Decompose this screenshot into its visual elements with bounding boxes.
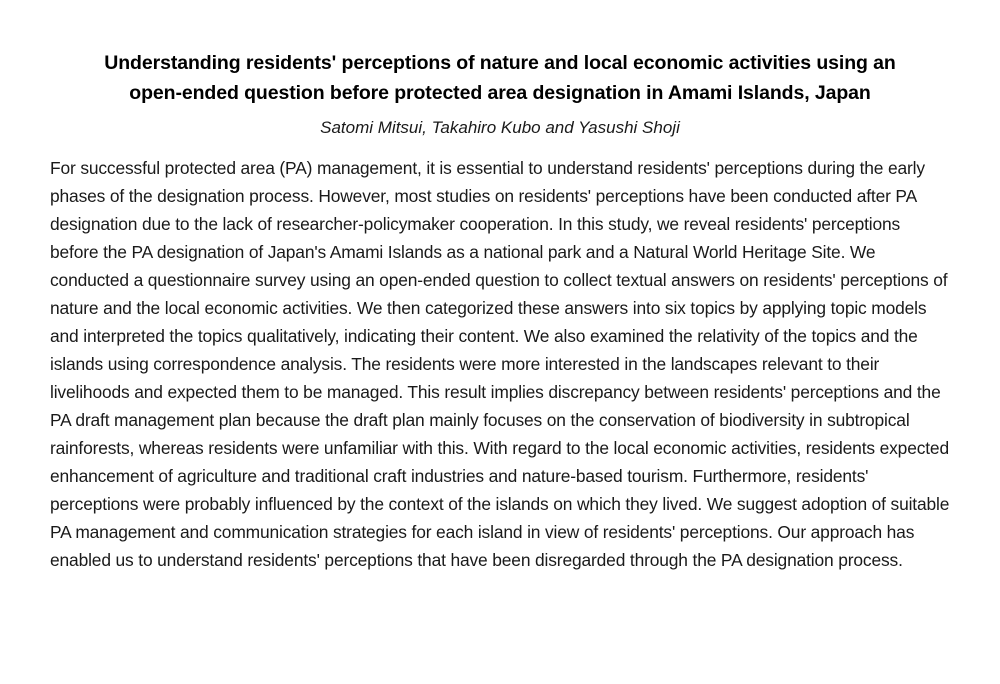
paper-authors: Satomi Mitsui, Takahiro Kubo and Yasushi Shoji bbox=[320, 118, 680, 137]
paper-title-line-2: open-ended question before protected area designation in Amami Islands, Japan bbox=[129, 82, 871, 104]
paper-abstract: For successful protected area (PA) management, it is essential to understand residents' perceptions during the early phases of the designation process. However, most studies on residents' perceptions have been conducted after PA designation due to the lack of researcher-policymaker cooperation. In this study, we reveal residents' perceptions before the PA designation of Japan's Amami Islands as a national park and a Natural World Heritage Site. We conducted a questionnaire survey using an open-ended question to collect textual answers on residents' perceptions of nature and the local economic activities. We then categorized these answers into six topics by applying topic models and interpreted the topics qualitatively, indicating their content. We also examined the relativity of the topics and the islands using correspondence analysis. The residents were more interested in the landscapes relevant to their livelihoods and expected them to be managed. This result implies discrepancy between residents' perceptions and the PA draft management plan because the draft plan mainly focuses on the conservation of biodiversity in subtropical rainforests, whereas residents were unfamiliar with this. With regard to the local economic activities, residents expected enhancement of agriculture and traditional craft industries and nature-based tourism. Furthermore, residents' perceptions were probably influenced by the context of the islands on which they lived. We suggest adoption of suitable PA management and communication strategies for each island in view of residents' perceptions. Our approach has enabled us to understand residents' perceptions that have been disregarded through the PA designation process. bbox=[50, 158, 950, 570]
paper-title bbox=[50, 48, 950, 108]
paper-title-line-1: Understanding residents' perceptions of nature and local economic activities using an bbox=[104, 52, 896, 74]
